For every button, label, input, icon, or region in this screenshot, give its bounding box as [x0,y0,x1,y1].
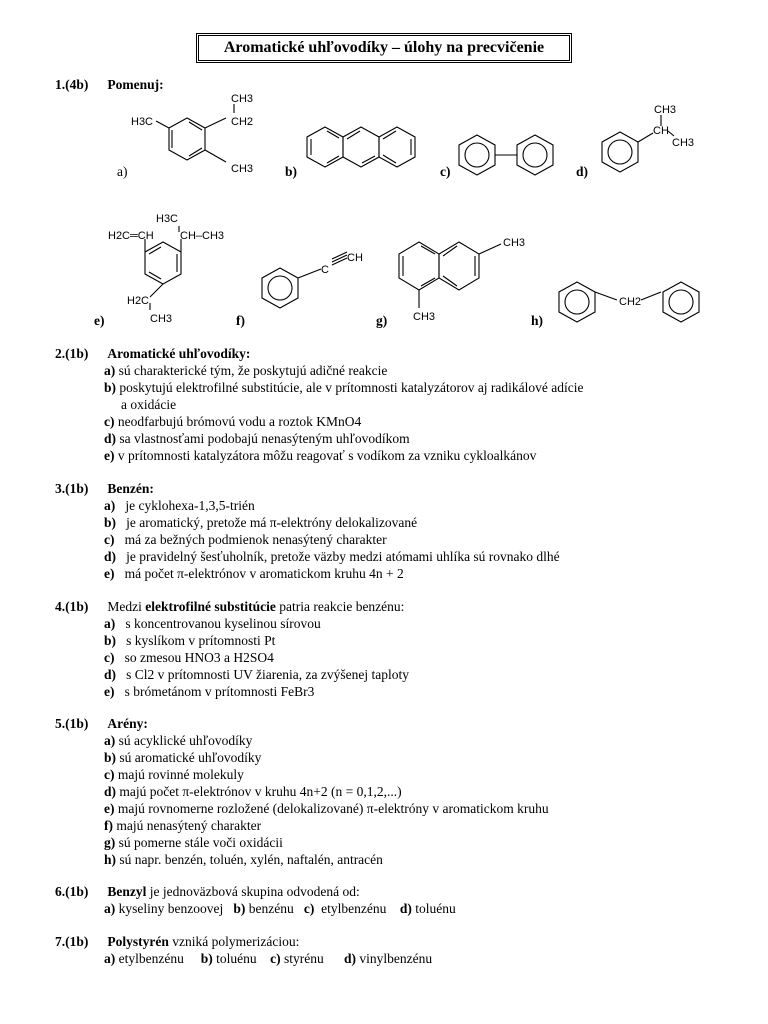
label-g: g) [376,313,388,328]
q3-option-e[interactable]: e) má počet π-elektrónov v aromatickom kruhu 4n + 2 [104,566,404,581]
q6-option-b[interactable]: b) benzénu [233,901,294,916]
molecule-a-h3c-label: H3C [131,116,154,128]
question-7-bold: Polystyrén [107,934,169,949]
q6-options-row [104,900,456,917]
q5-option-a[interactable]: a) sú acyklické uhľovodíky [104,733,253,748]
label-a: a) [117,164,128,179]
question-6-post: je jednoväzbová skupina odvodená od: [149,884,360,899]
q2-option-b[interactable]: b) poskytujú elektrofilné substitúcie, ale v prítomnosti katalyzátorov aj radikálové adície [104,380,584,395]
q5-option-e[interactable]: e) majú rovnomerne rozložené (delokalizované) π-elektróny v aromatickom kruhu [104,801,549,816]
question-6-number: 6.(1b) [55,884,89,899]
question-4-pre: Medzi [107,599,142,614]
label-e: e) [94,313,105,328]
question-4-number: 4.(1b) [55,599,89,614]
q2-option-b-cont: a oxidácie [121,397,177,412]
q7-options-row [104,950,432,967]
q4-option-e[interactable]: e) s brómetánom v prítomnosti FeBr3 [104,684,315,699]
molecule-g-ch3-bottom-label: CH3 [413,311,436,323]
molecule-d-ch3-right-label: CH3 [672,137,695,149]
q5-option-c[interactable]: c) majú rovinné molekuly [104,767,244,782]
molecule-d [598,102,708,174]
question-3-heading: Benzén: [107,481,154,496]
q2-option-a[interactable]: a) sú charakterické tým, že poskytujú adičné reakcie [104,363,388,378]
q5-option-b[interactable]: b) sú aromatické uhľovodíky [104,750,262,765]
q5-option-f[interactable]: f) majú nenasýtený charakter [104,818,262,833]
question-4-bold: elektrofilné substitúcie [145,599,276,614]
label-b: b) [285,164,298,179]
q5-option-h[interactable]: h) sú napr. benzén, toluén, xylén, naftalén, antracén [104,852,383,867]
question-1-number: 1.(4b) [55,77,89,92]
q3-option-b[interactable]: b) je aromatický, pretože má π-elektróny delokalizované [104,515,418,530]
q2-option-d[interactable]: d) sa vlastnosťami podobajú nenasýteným uhľovodíkom [104,431,410,446]
q3-option-d[interactable]: d) je pravidelný šesťuholník, pretože väzby medzi atómami uhlíka sú rovnako dlhé [104,549,560,564]
q5-option-d[interactable]: d) majú počet π-elektrónov v kruhu 4n+2 (n = 0,1,2,...) [104,784,402,799]
question-1-heading: Pomenuj: [107,77,164,92]
q7-option-c[interactable]: c) styrénu [270,951,324,966]
molecule-f-ch-label: CH [347,252,363,264]
q6-option-c[interactable]: c) etylbenzénu [303,901,387,916]
molecule-d-ch3-top-label: CH3 [654,104,677,116]
molecule-e-ch-ch3-label: CH–CH3 [180,230,225,242]
question-3-number: 3.(1b) [55,481,89,496]
q2-option-c[interactable]: c) neodfarbujú brómovú vodu a roztok KMnO4 [104,414,362,429]
question-6-bold: Benzyl [107,884,147,899]
q3-option-a[interactable]: a) je cyklohexa-1,3,5-trién [104,498,255,513]
molecule-h-ch2-label: CH2 [619,296,642,308]
molecule-e-ch3-label: CH3 [150,313,173,325]
label-c: c) [440,164,451,179]
question-2 [55,345,250,362]
molecule-e-h3c-label: H3C [156,213,179,225]
molecule-e-vinyl-label: H2C═CH [108,230,154,242]
molecule-f [258,248,373,313]
molecule-a [130,88,270,183]
q4-option-c[interactable]: c) so zmesou HNO3 a H2SO4 [104,650,274,665]
q2-option-e[interactable]: e) v prítomnosti katalyzátora môžu reagovať s vodíkom za vzniku cykloalkánov [104,448,537,463]
question-2-heading: Aromatické uhľovodíky: [107,346,251,361]
molecule-a-ch3-top-label: CH3 [231,93,254,105]
q7-option-b[interactable]: b) toluénu [200,951,257,966]
label-f: f) [236,313,245,328]
q4-option-b[interactable]: b) s kyslíkom v prítomnosti Pt [104,633,276,648]
question-4-post: patria reakcie benzénu: [279,599,405,614]
molecule-a-ch3-bottom-label: CH3 [231,163,254,175]
molecule-e [108,210,233,328]
molecule-h [555,280,710,325]
question-7 [55,933,299,950]
q5-option-g[interactable]: g) sú pomerne stále voči oxidácii [104,835,283,850]
question-7-post: vzniká polymerizáciou: [172,934,300,949]
question-5-heading: Arény: [107,716,148,731]
molecule-g-ch3-right-label: CH3 [503,237,526,249]
q3-option-c[interactable]: c) má za bežných podmienok nenasýtený charakter [104,532,387,547]
label-d: d) [576,164,589,179]
q6-option-a[interactable]: a) kyseliny benzoovej [104,901,224,916]
question-6 [55,883,360,900]
molecule-g [395,232,535,327]
question-3 [55,480,154,497]
q7-option-d[interactable]: d) vinylbenzénu [344,951,433,966]
molecule-b [305,122,430,177]
question-5-number: 5.(1b) [55,716,89,731]
worksheet-title: Aromatické uhľovodíky – úlohy na precvičenie [198,35,570,61]
question-7-number: 7.(1b) [55,934,89,949]
question-4 [55,598,404,615]
molecule-a-ch2-label: CH2 [231,116,254,128]
q7-option-a[interactable]: a) etylbenzénu [104,951,184,966]
question-5 [55,715,148,732]
label-h: h) [531,313,544,328]
molecule-f-c-label: C [321,264,329,276]
molecule-d-ch-label: CH [653,125,669,137]
q4-option-a[interactable]: a) s koncentrovanou kyselinou sírovou [104,616,321,631]
molecule-e-h2c-label: H2C [127,295,150,307]
q4-option-d[interactable]: d) s Cl2 v prítomnosti UV žiarenia, za zvýšenej taploty [104,667,409,682]
q6-option-d[interactable]: d) toluénu [399,901,456,916]
molecule-c [455,133,565,178]
question-2-number: 2.(1b) [55,346,89,361]
